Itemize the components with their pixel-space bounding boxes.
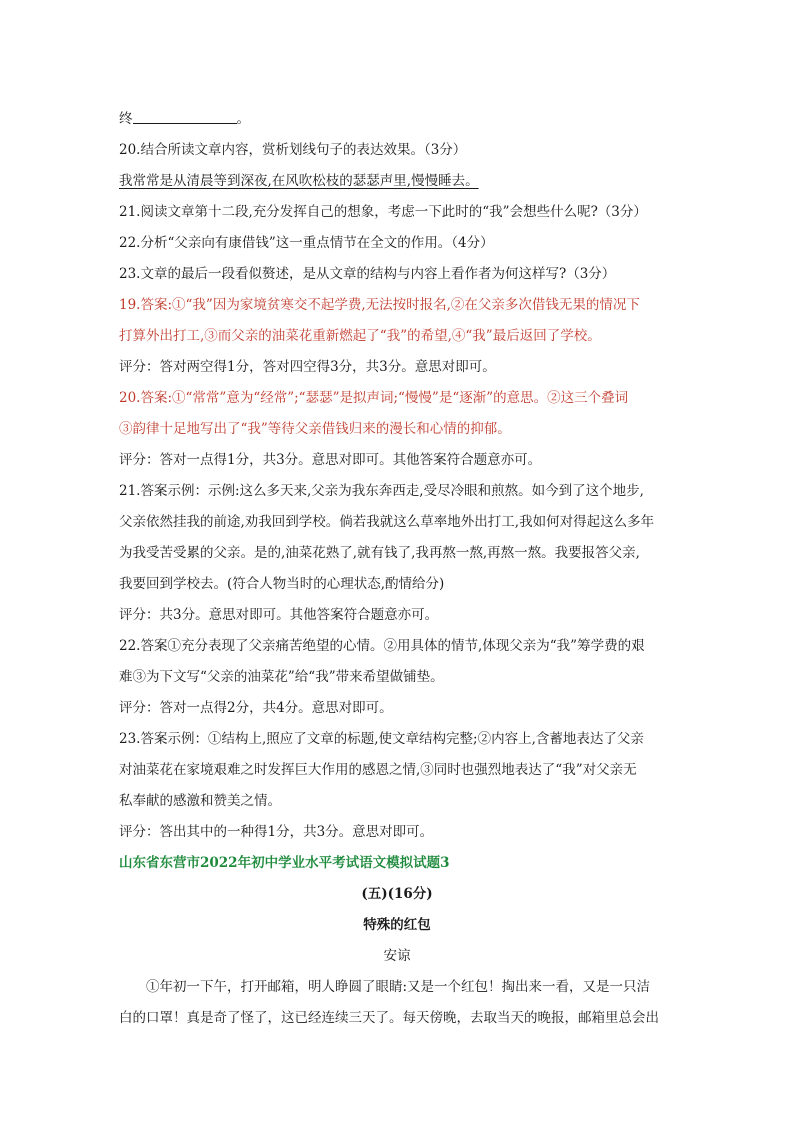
fill-blank-prefix: 终 bbox=[119, 111, 133, 127]
answer-19-line-2: 打算外出打工,③而父亲的油菜花重新燃起了“我”的希望,④“我”最后返回了学校。 bbox=[119, 328, 601, 344]
scoring-22: 评分：答对一点得2分，共4分。意思对即可。 bbox=[119, 700, 393, 716]
question-22: 22.分析“父亲向有康借钱”这一重点情节在全文的作用。（4分） bbox=[119, 235, 494, 251]
answer-21-line-2: 父亲依然挂我的前途,劝我回到学校。倘若我就这么草率地外出打工,我如何对得起这么多年 bbox=[119, 514, 655, 530]
answer-23-line-2: 对油菜花在家境艰难之时发挥巨大作用的感恩之情,③同时也强烈地表达了“我”对父亲无 bbox=[119, 762, 637, 778]
answer-22-line-2: 难③为下文写“父亲的油菜花”给“我”带来希望做铺垫。 bbox=[119, 669, 444, 685]
scoring-23: 评分：答出其中的一种得1分，共3分。意思对即可。 bbox=[119, 824, 434, 840]
question-20: 20.结合所读文章内容，赏析划线句子的表达效果。（3分） bbox=[119, 142, 467, 158]
scoring-21: 评分：共3分。意思对即可。其他答案符合题意亦可。 bbox=[119, 607, 439, 623]
answer-20-line-1: 20.答案:①“常常”意为“经常”;“瑟瑟”是拟声词;“慢慢”是“逐渐”的意思。②这三个叠词 bbox=[119, 390, 629, 406]
underlined-sentence: 我常常是从清晨等到深夜,在风吹松枝的瑟瑟声里,慢慢睡去。 bbox=[119, 173, 479, 189]
paragraph-1-line-1: ①年初一下午，打开邮箱，明人睁圆了眼睛:又是一个红包！掏出来一看，又是一只洁 bbox=[146, 979, 651, 995]
answer-23-line-1: 23.答案示例：①结构上,照应了文章的标题,使文章结构完整;②内容上,含蓄地表达了父亲 bbox=[119, 731, 644, 747]
answer-20-line-2: ③韵律十足地写出了“我”等待父亲借钱归来的漫长和心情的抑郁。 bbox=[119, 421, 511, 437]
scoring-20: 评分：答对一点得1分，共3分。意思对即可。其他答案符合题意亦可。 bbox=[119, 452, 542, 468]
document-page bbox=[119, 104, 675, 1034]
answer-19-line-1: 19.答案:①“我”因为家境贫寒交不起学费,无法按时报名,②在父亲多次借钱无果的情况下 bbox=[119, 297, 640, 313]
answer-21-line-4: 我要回到学校去。(符合人物当时的心理状态,酌情给分) bbox=[119, 576, 445, 592]
answer-blank[interactable] bbox=[133, 109, 237, 124]
article-title: 特殊的红包 bbox=[363, 917, 431, 933]
question-21: 21.阅读文章第十二段,充分发挥自己的想象，考虑一下此时的“我”会想些什么呢?（3分） bbox=[119, 204, 647, 220]
source-heading: 山东省东营市2022年初中学业水平考试语文模拟试题3 bbox=[119, 855, 450, 871]
answer-23-line-3: 私奉献的感激和赞美之情。 bbox=[119, 793, 281, 809]
answer-22-line-1: 22.答案①充分表现了父亲痛苦绝望的心情。②用具体的情节,体现父亲为“我”筹学费的艰 bbox=[119, 638, 645, 654]
answer-21-line-1: 21.答案示例：示例:这么多天来,父亲为我东奔西走,受尽冷眼和煎熬。如今到了这个地步, bbox=[119, 483, 644, 499]
article-author: 安谅 bbox=[383, 948, 411, 964]
part-heading: (五)(16分) bbox=[361, 886, 433, 902]
scoring-19: 评分：答对两空得1分，答对四空得3分，共3分。意思对即可。 bbox=[119, 359, 496, 375]
fill-blank-line bbox=[119, 104, 675, 135]
answer-21-line-3: 为我受苦受累的父亲。是的,油菜花熟了,就有钱了,我再熬一熬,再熬一熬。我要报答父亲, bbox=[119, 545, 640, 561]
fill-blank-suffix: 。 bbox=[236, 111, 250, 127]
question-23: 23.文章的最后一段看似赘述，是从文章的结构与内容上看作者为何这样写?（3分） bbox=[119, 266, 616, 282]
paragraph-1-line-2: 白的口罩！真是奇了怪了，这已经连续三天了。每天傍晚，去取当天的晚报，邮箱里总会出 bbox=[119, 1010, 659, 1026]
